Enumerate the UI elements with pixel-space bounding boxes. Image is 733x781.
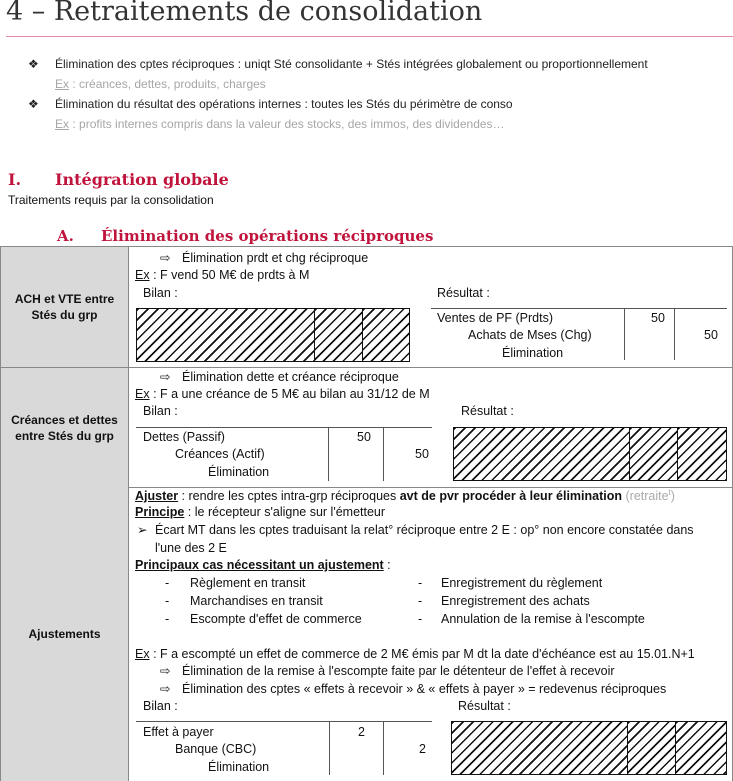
ecart-line-1: Écart MT dans les cptes traduisant la relat° réciproque entre 2 E : op° non encore constatée dans	[155, 523, 694, 537]
ajuster-bold: avt de pvr procéder à leur élimination	[399, 489, 623, 504]
ecart-marker-icon: ➢	[137, 523, 148, 537]
credit-value: 2	[419, 742, 426, 756]
example-text: : F vend 50 M€ de prdts à M	[149, 268, 310, 282]
example-text: : F a escompté un effet de commerce de 2 M€ émis par M dt la date d'échéance est au 15.01.N+1	[149, 647, 695, 661]
arrow-icon: ⇨	[160, 682, 171, 696]
cas-right-1: Enregistrement du règlement	[441, 576, 603, 590]
bullet-marker-1: ❖	[28, 57, 39, 71]
cas-left-3: Escompte d'effet de commerce	[190, 612, 362, 626]
t-account-divider	[624, 308, 625, 360]
cas-right-3: Annulation de la remise à l'escompte	[441, 612, 645, 626]
cas-heading	[135, 558, 391, 572]
row2-line1: Élimination dette et créance réciproque	[182, 370, 399, 384]
debit-value: 50	[357, 430, 371, 444]
bullet-example-1	[55, 77, 266, 91]
t-line-3: Élimination	[208, 760, 270, 774]
example-label: Ex	[55, 117, 70, 131]
row1-bilan-hatch	[314, 308, 364, 362]
t-account-divider	[383, 721, 384, 775]
row1-example	[135, 268, 309, 282]
row3-bilan-label: Bilan :	[143, 699, 178, 713]
row1-resultat-label: Résultat :	[437, 286, 490, 300]
arrow-icon: ⇨	[160, 370, 171, 384]
row1-bilan-label: Bilan :	[143, 286, 178, 300]
arrow-icon: ⇨	[160, 664, 171, 678]
ajuster-grey: (retraite	[622, 489, 669, 504]
t-line-1: Dettes (Passif)	[143, 430, 225, 444]
row2-example	[135, 387, 430, 401]
subsection-number: A.	[57, 227, 74, 245]
bullet-example-2	[55, 117, 505, 131]
row3-resultat-hatch	[451, 721, 629, 775]
cas-right-2: Enregistrement des achats	[441, 594, 590, 608]
ecart-line-2: l'une des 2 E	[155, 541, 227, 555]
dash: -	[418, 612, 423, 626]
page-title: 4 – Retraitements de consolidation	[6, 0, 483, 27]
t-account-divider	[328, 427, 329, 481]
example-text: : F a une créance de 5 M€ au bilan au 31/12 de M	[149, 387, 430, 401]
row2-bilan-label: Bilan :	[143, 404, 178, 418]
t-line-3: Élimination	[502, 346, 564, 360]
row1-bilan-hatch	[362, 308, 410, 362]
ajuster-sup: t	[668, 488, 671, 497]
row-head-creances-dettes: Créances et dettes entre Stés du grp	[1, 368, 128, 488]
t-account-top	[136, 721, 432, 722]
example-label: Ex	[135, 647, 150, 661]
row-head-ach-vte: ACH et VTE entre Stés du grp	[1, 247, 128, 367]
step-1: Élimination de la remise à l'escompte faite par le détenteur de l'effet à recevoir	[182, 664, 615, 678]
cas-left-1: Règlement en transit	[190, 576, 306, 590]
dash: -	[165, 612, 170, 626]
dash: -	[165, 594, 170, 608]
subsection-title: Élimination des opérations réciproques	[101, 227, 434, 245]
arrow-icon: ⇨	[160, 251, 171, 265]
row2-resultat-hatch	[629, 427, 679, 481]
debit-value: 2	[358, 725, 365, 739]
ajuster-line	[135, 488, 675, 503]
row3-resultat-hatch	[675, 721, 727, 775]
row2-resultat-hatch	[677, 427, 727, 481]
bullet-marker-2: ❖	[28, 97, 39, 111]
ajuster-text: : rendre les cptes intra-grp réciproques	[178, 489, 400, 504]
ajuster-grey-end: )	[670, 489, 675, 504]
section-number: I.	[8, 170, 22, 189]
example-text: : profits internes compris dans la valeur des stocks, des immos, des dividendes…	[69, 117, 505, 131]
t-line-1: Effet à payer	[143, 725, 214, 739]
t-account-top	[431, 308, 727, 309]
row2-resultat-label: Résultat :	[461, 404, 514, 418]
t-line-2: Banque (CBC)	[175, 742, 257, 756]
bullet-text-1: Élimination des cptes réciproques : uniqt Sté consolidante + Stés intégrées globalement ou proportionnellement	[55, 57, 648, 71]
row3-example	[135, 647, 695, 661]
t-account-divider	[329, 721, 330, 775]
row1-bilan-hatch	[136, 308, 316, 362]
cas-suffix: :	[383, 558, 391, 572]
principe-label: Principe	[135, 505, 185, 519]
example-label: Ex	[135, 268, 150, 282]
cas-left-2: Marchandises en transit	[190, 594, 323, 608]
principe-text: : le récepteur s'aligne sur l'émetteur	[184, 505, 386, 519]
ajuster-label: Ajuster	[135, 489, 179, 504]
dash: -	[165, 576, 170, 590]
dash: -	[418, 594, 423, 608]
step-2: Élimination des cptes « effets à recevoir » & « effets à payer » = redevenus réciproques	[182, 682, 667, 696]
row2-resultat-hatch	[453, 427, 631, 481]
t-line-1: Ventes de PF (Prdts)	[437, 311, 554, 325]
credit-value: 50	[415, 447, 429, 461]
t-account-divider	[674, 308, 675, 360]
section-intro: Traitements requis par la consolidation	[8, 193, 214, 207]
title-rule	[6, 36, 733, 37]
section-title: Intégration globale	[55, 170, 229, 189]
example-label: Ex	[55, 77, 70, 91]
example-label: Ex	[135, 387, 150, 401]
t-line-2: Créances (Actif)	[175, 447, 265, 461]
row3-resultat-hatch	[627, 721, 677, 775]
row1-line1: Élimination prdt et chg réciproque	[182, 251, 369, 265]
t-line-2: Achats de Mses (Chg)	[468, 328, 592, 342]
example-text: : créances, dettes, produits, charges	[69, 77, 266, 91]
principe-line	[135, 505, 385, 519]
cas-label: Principaux cas nécessitant un ajustement	[135, 558, 384, 572]
t-account-top	[136, 427, 432, 428]
t-line-3: Élimination	[208, 465, 270, 479]
t-account-divider	[383, 427, 384, 481]
debit-value: 50	[651, 311, 665, 325]
credit-value: 50	[704, 328, 718, 342]
bullet-text-2: Élimination du résultat des opérations internes : toutes les Stés du périmètre de conso	[55, 97, 513, 111]
row3-resultat-label: Résultat :	[458, 699, 511, 713]
dash: -	[418, 576, 423, 590]
row-head-ajustements: Ajustements	[1, 488, 128, 781]
